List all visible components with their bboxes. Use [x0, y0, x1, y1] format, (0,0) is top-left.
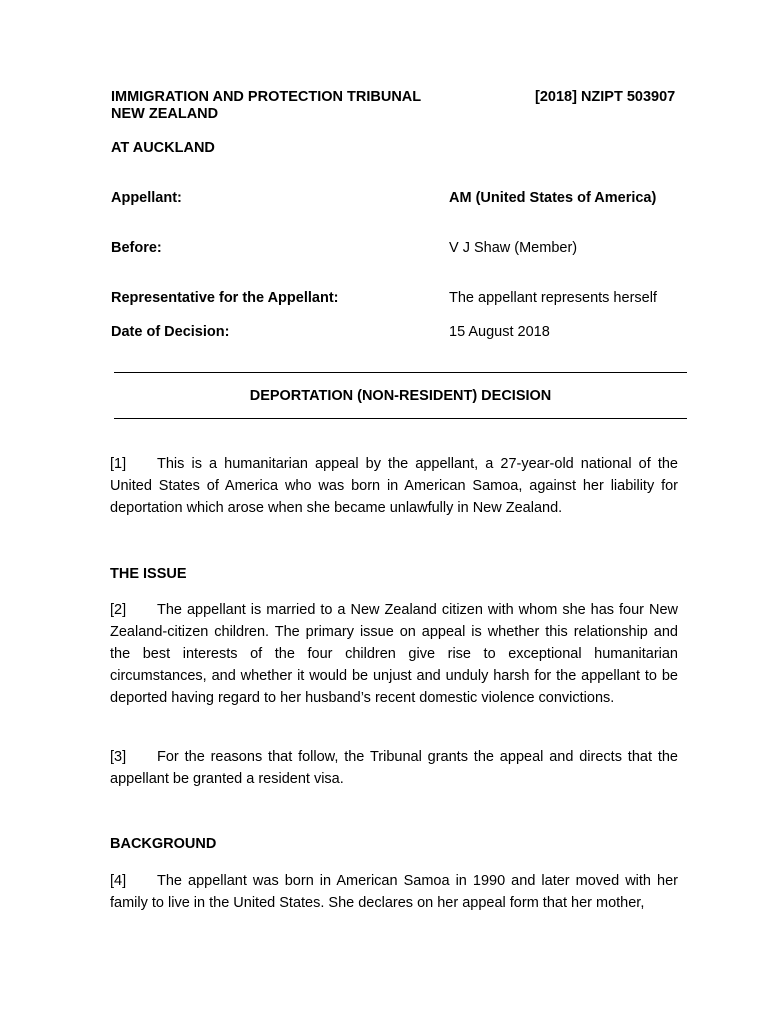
- tribunal-name: [111, 89, 421, 123]
- decision-title: DEPORTATION (NON-RESIDENT) DECISION: [249, 388, 552, 404]
- date-label: Date of Decision:: [111, 324, 230, 340]
- paragraph-number: [1]: [110, 456, 127, 472]
- bottom-divider: [114, 418, 687, 419]
- citation: [2018] NZIPT 503907: [535, 89, 676, 105]
- representative-value: The appellant represents herself: [449, 290, 657, 306]
- section-heading-issue: THE ISSUE: [110, 566, 187, 582]
- location: AT AUCKLAND: [111, 140, 215, 156]
- tribunal-line-2: NEW ZEALAND: [111, 106, 219, 122]
- before-label: Before:: [111, 240, 162, 256]
- before-value: V J Shaw (Member): [449, 240, 578, 256]
- appellant-label: Appellant:: [111, 190, 182, 206]
- paragraph-number: [3]: [110, 749, 127, 765]
- tribunal-line-1: IMMIGRATION AND PROTECTION TRIBUNAL: [111, 89, 422, 105]
- section-heading-background: BACKGROUND: [110, 836, 217, 852]
- paragraph-text: The appellant is married to a New Zealand citizen with whom she has four New Zealand-citizen children. The primary issue on appeal is whether this relationship and the best interests of the four children give rise to exceptional humanitarian circumstances, and whether it would be unjust and unduly harsh for the appellant to be deported having regard to her husband’s recent domestic violence convictions.: [110, 602, 678, 706]
- paragraph-number: [4]: [110, 873, 127, 889]
- paragraph-1: [110, 453, 678, 519]
- paragraph-3: [110, 746, 678, 790]
- representative-label: Representative for the Appellant:: [111, 290, 339, 306]
- paragraph-text: For the reasons that follow, the Tribunal grants the appeal and directs that the appellant be granted a resident visa.: [110, 749, 678, 787]
- paragraph-4: [110, 870, 678, 914]
- top-divider: [114, 372, 687, 373]
- appellant-value: AM (United States of America): [449, 190, 657, 206]
- paragraph-number: [2]: [110, 602, 127, 618]
- paragraph-text: This is a humanitarian appeal by the appellant, a 27-year-old national of the United States of America who was born in American Samoa, against her liability for deportation which arose when she became unlawfully in New Zealand.: [110, 456, 678, 516]
- paragraph-2: [110, 599, 678, 709]
- date-value: 15 August 2018: [449, 324, 550, 340]
- paragraph-text: The appellant was born in American Samoa in 1990 and later moved with her family to live in the United States. She declares on her appeal form that her mother,: [110, 873, 678, 911]
